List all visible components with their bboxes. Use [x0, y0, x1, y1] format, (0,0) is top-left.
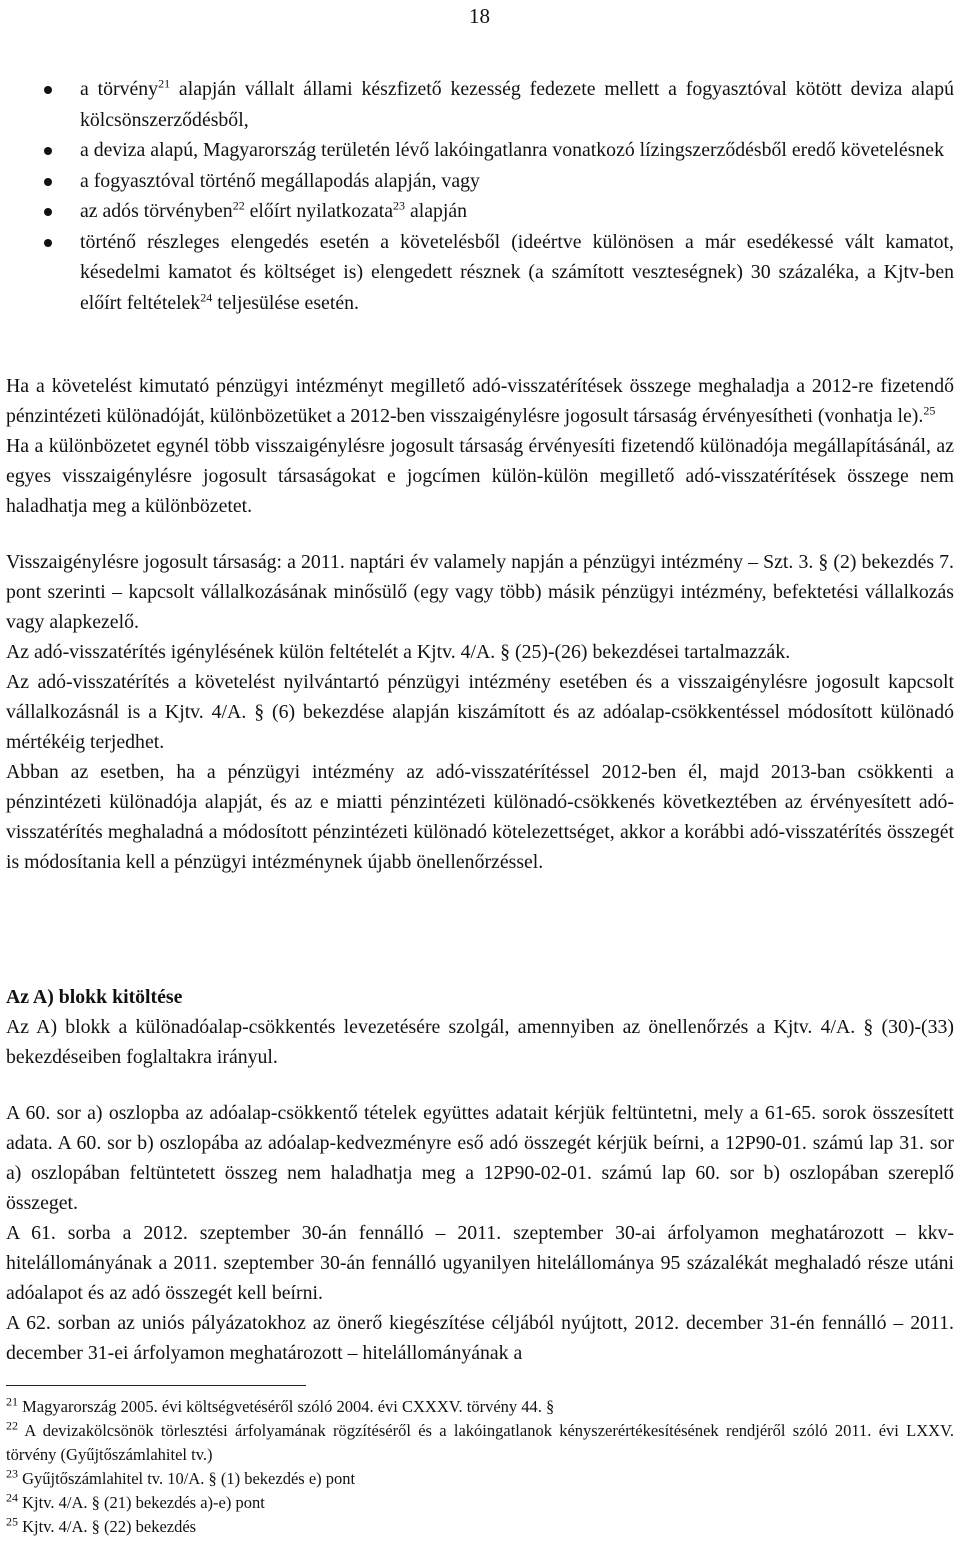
bullet-text: a fogyasztóval történő megállapodás alapján, vagy — [80, 169, 480, 192]
spacer — [6, 1072, 954, 1098]
main-text-block-1 — [6, 371, 954, 877]
paragraph: A 62. sorban az uniós pályázatokhoz az önerő kiegészítése céljából nyújtott, 2012. december 31-én fennálló – 2011. december 31-ei árfolyamon meghatározott – hitelállományának a — [6, 1312, 954, 1364]
footnote — [6, 1395, 954, 1419]
footnote-number: 25 — [6, 1514, 18, 1529]
bullet-icon — [44, 147, 52, 155]
paragraph: Az adó-visszatérítés a követelést nyilvántartó pénzügyi intézmény esetében és a visszaigénylésre jogosult kapcsolt vállalkozásnál is a Kjtv. 4/A. § (6) bekezdése alapján kiszámított és az adóalap-csökkentéssel módosított különadó mértékéig terjedhet. — [6, 671, 954, 753]
footnote-text: A devizakölcsönök törlesztési árfolyamának rögzítéséről és a lakóingatlanok kényszerértékesítésének rendjéről szóló 2011. évi LXXV. törvény (Gyűjtőszámlahitel tv.) — [6, 1421, 954, 1464]
bullet-text: teljesülése esetén. — [212, 291, 359, 314]
footnote-number: 22 — [6, 1418, 18, 1433]
bullet-text: alapján vállalt állami készfizető kezesség fedezete mellett a fogyasztóval kötött deviza alapú kölcsönszerződésből, — [80, 78, 954, 131]
paragraph: Ha a különbözetet egynél több visszaigénylésre jogosult társaság érvényesíti fizetendő különadója megállapításánál, az egyes visszaigénylésre jogosult társaságokat e jogcímen külön-külön megillető adó-visszatérítések összege nem haladhatja meg a különbözetet. — [6, 435, 954, 517]
footnote — [6, 1515, 954, 1539]
section-title: Az A) blokk kitöltése — [6, 986, 183, 1008]
footnote — [6, 1491, 954, 1515]
list-item — [0, 135, 960, 166]
paragraph-text: Ha a követelést kimutató pénzügyi intézményt megillető adó-visszatérítések összege meghaladja a 2012-re fizetendő pénzintézeti különadóját, különbözetüket a 2012-ben visszaigénylésre jogosult társaság érvényesítheti (vonhatja le). — [6, 375, 954, 427]
paragraph: Abban az esetben, ha a pénzügyi intézmény az adó-visszatérítéssel 2012-ben él, majd 2013-ban csökkenti a pénzintézeti különadója alapját, és az e miatti pénzintézeti különadó-csökkenés következtében az érvényesített adó-visszatérítés meghaladná a módosított pénzintézeti különadó kötelezettséget, akkor a korábbi adó-visszatérítés összegét is módosítania kell a pénzügyi intézménynek újabb önellenőrzéssel. — [6, 761, 954, 873]
footnote — [6, 1467, 954, 1491]
bullet-list — [0, 74, 960, 318]
list-item — [0, 227, 960, 319]
bullet-icon — [44, 208, 52, 216]
bullet-icon — [44, 239, 52, 247]
footnotes — [6, 1395, 954, 1539]
paragraph: Az adó-visszatérítés igénylésének külön feltételét a Kjtv. 4/A. § (25)-(26) bekezdései tartalmazzák. — [6, 641, 791, 663]
list-item — [0, 166, 960, 197]
bullet-text: a törvény — [80, 78, 159, 100]
bullet-icon — [44, 178, 52, 186]
footnote-text: Gyűjtőszámlahitel tv. 10/A. § (1) bekezdés e) pont — [22, 1469, 356, 1488]
spacer — [6, 521, 954, 547]
paragraph: A 60. sor a) oszlopba az adóalap-csökkentő tételek együttes adatait kérjük feltüntetni, mely a 61-65. sorok összesített adata. A 60. sor b) oszlopába az adóalap-kedvezményre eső adó összegét kérjük beírni, a 12P90-01. számú lap 31. sor a) oszlopában feltüntetett összeg nem haladhatja meg a 12P90-02-01. számú lap 60. sor b) oszlopában szereplő összeget. — [6, 1102, 954, 1214]
footnote-ref[interactable]: 22 — [232, 198, 245, 213]
bullet-text: történő részleges elengedés esetén a követelésből (ideértve különösen a már esedékessé vált kamatot, késedelmi kamatot és költséget is) elengedett résznek (a számított veszteségnek) 30 százaléka, a Kjtv-ben előírt feltételek — [80, 230, 954, 314]
paragraph: A 61. sorba a 2012. szeptember 30-án fennálló – 2011. szeptember 30-ai árfolyamon meghatározott – kkv-hitelállományának a 2011. szeptember 30-án fennálló ugyanilyen hitelállománya 95 százalékát meghaladó része utáni adóalapot és az adó összegét kell beírni. — [6, 1222, 954, 1304]
paragraph: Az A) blokk a különadóalap-csökkentés levezetésére szolgál, amennyiben az önellenőrzés a Kjtv. 4/A. § (30)-(33) bekezdéseiben foglaltakra irányul. — [6, 1016, 954, 1068]
footnote-ref[interactable]: 24 — [200, 289, 213, 304]
page-number: 18 — [469, 4, 490, 28]
list-item — [0, 196, 960, 227]
footnote-ref[interactable]: 25 — [923, 403, 936, 418]
footnote-number: 24 — [6, 1490, 18, 1505]
footnote-text: Magyarország 2005. évi költségvetéséről szóló 2004. évi CXXXV. törvény 44. § — [22, 1397, 555, 1416]
footnote-text: Kjtv. 4/A. § (22) bekezdés — [22, 1517, 197, 1536]
footnote-ref[interactable]: 21 — [158, 76, 171, 91]
list-item — [0, 74, 960, 135]
footnote-ref[interactable]: 23 — [393, 198, 406, 213]
footnote — [6, 1419, 954, 1467]
bullet-text: alapján — [405, 200, 468, 222]
footnote-number: 21 — [6, 1394, 18, 1409]
footnote-number: 23 — [6, 1466, 18, 1481]
paragraph: Visszaigénylésre jogosult társaság: a 2011. naptári év valamely napján a pénzügyi intézmény – Szt. 3. § (2) bekezdés 7. pont szerinti – kapcsolt vállalkozásának minősülő (egy vagy több) másik pénzügyi intézmény, befektetési vállalkozás vagy alapkezelő. — [6, 551, 954, 633]
footnote-divider — [6, 1385, 306, 1386]
bullet-text: előírt nyilatkozata — [244, 200, 394, 222]
paragraph — [6, 371, 954, 431]
bullet-text: a deviza alapú, Magyarország területén lévő lakóingatlanra vonatkozó lízingszerződésből eredő követelésnek — [80, 139, 944, 161]
footnote-text: Kjtv. 4/A. § (21) bekezdés a)-e) pont — [22, 1493, 265, 1512]
bullet-icon — [44, 86, 52, 94]
main-text-block-2 — [6, 982, 954, 1368]
bullet-text: az adós törvényben — [80, 200, 233, 222]
